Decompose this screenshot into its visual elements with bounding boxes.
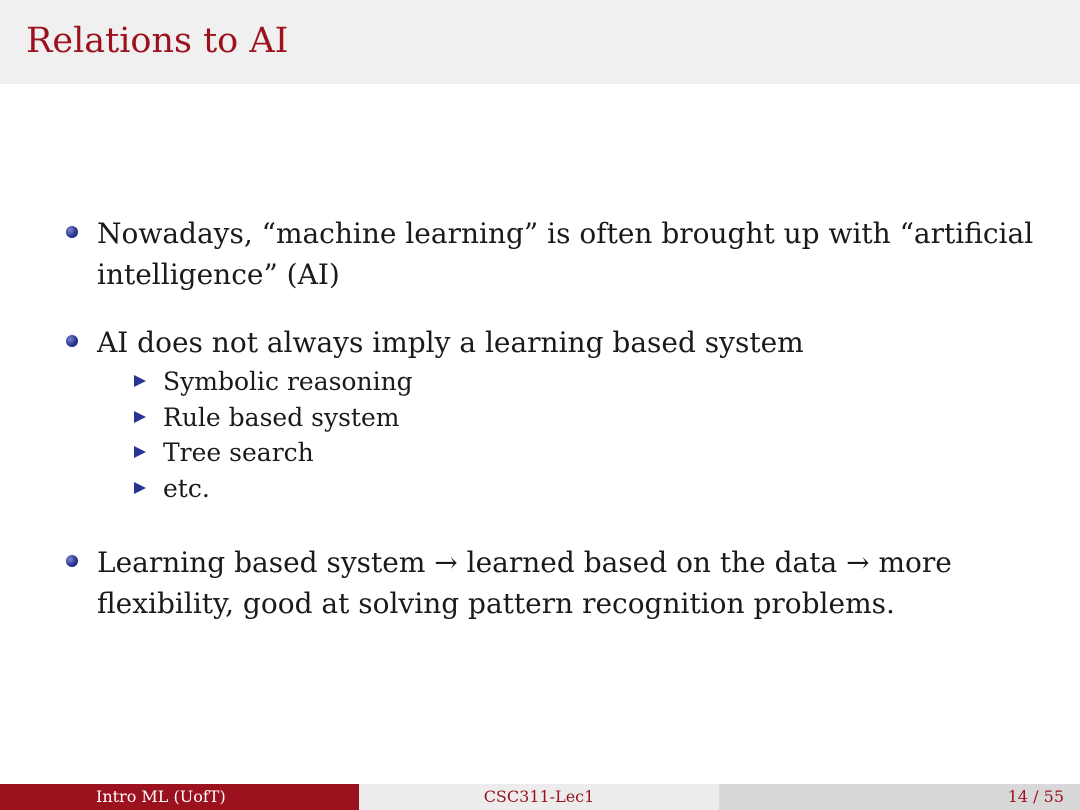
triangle-bullet-icon	[134, 411, 146, 423]
slide-footer	[0, 784, 1080, 810]
footer-right-text: 14 / 55	[1007, 787, 1064, 806]
sub-bullet-text: etc.	[163, 473, 210, 503]
bullet-dot-icon	[66, 335, 78, 347]
slide-title: Relations to AI	[26, 21, 289, 61]
footer-author	[0, 784, 359, 810]
sub-bullet-text: Symbolic reasoning	[163, 367, 413, 396]
sub-bullet-text: Rule based system	[163, 402, 400, 432]
triangle-bullet-icon	[134, 482, 146, 494]
bullet-dot-icon	[66, 226, 78, 238]
footer-left-text: Intro ML (UofT)	[96, 787, 226, 806]
bullet-dot-icon	[66, 555, 78, 567]
bullet-text-2: AI does not always imply a learning based system	[97, 326, 804, 359]
footer-course	[359, 784, 719, 810]
footer-page-number	[719, 784, 1080, 810]
triangle-bullet-icon	[134, 375, 146, 387]
footer-center-text: CSC311-Lec1	[483, 787, 595, 806]
bullet-text-1: Nowadays, “machine learning” is often brought up with “artificial intelligence” (AI)	[97, 217, 1034, 291]
triangle-bullet-icon	[134, 446, 146, 458]
sub-bullet-text: Tree search	[163, 438, 314, 467]
bullet-text-3: Learning based system → learned based on the data → more flexibility, good at solving pattern recognition problems.	[97, 546, 952, 620]
